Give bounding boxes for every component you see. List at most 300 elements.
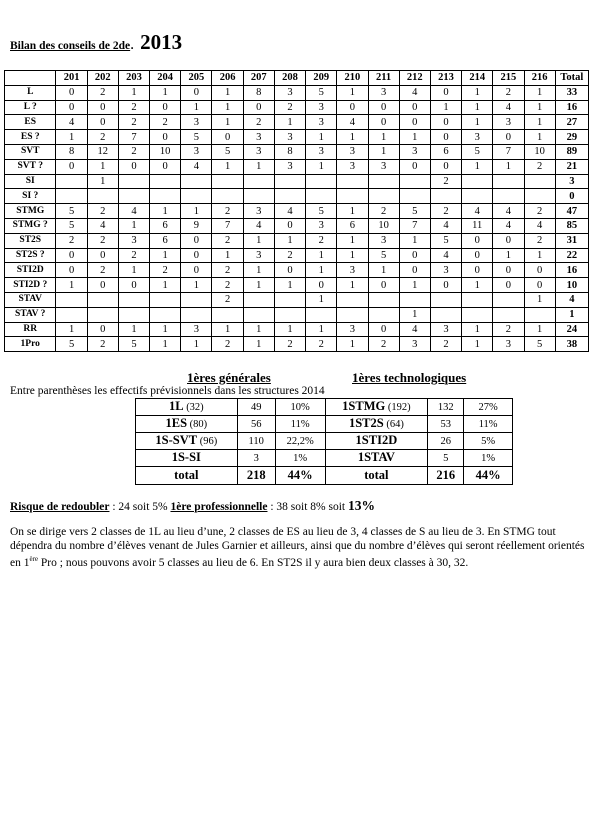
page-title — [10, 30, 182, 55]
table-cell: 2 — [524, 233, 555, 248]
column-header-class: 209 — [306, 71, 337, 86]
table-cell: 3 — [306, 100, 337, 115]
tech-count: 53 — [428, 416, 464, 433]
commentary-part2: Pro ; nous pouvons avoir 5 classes au lieu de 6. En ST2S il y aura bien deux classes à 30, 32. — [38, 556, 469, 569]
table-cell: 2 — [118, 248, 149, 263]
table-cell: 0 — [493, 130, 524, 145]
table-cell: 7 — [212, 218, 243, 233]
tech-count: 26 — [428, 433, 464, 450]
table-cell: 1 — [181, 204, 212, 219]
table-cell: 1 — [368, 130, 399, 145]
table-cell: 2 — [430, 337, 461, 352]
table-cell: 0 — [306, 278, 337, 293]
table-cell: 1 — [337, 85, 368, 100]
table-row — [5, 292, 589, 307]
tech-total-count: 216 — [428, 467, 464, 485]
table-cell: 0 — [368, 115, 399, 130]
table-cell: 5 — [56, 218, 87, 233]
table-cell: 5 — [56, 204, 87, 219]
table-cell: 1 — [462, 115, 493, 130]
row-total: 16 — [555, 100, 588, 115]
table-cell: 4 — [181, 159, 212, 174]
table-cell: 0 — [368, 322, 399, 337]
table-cell — [212, 174, 243, 189]
table-row — [5, 307, 589, 322]
table-cell: 10 — [150, 144, 181, 159]
table-cell: 1 — [150, 278, 181, 293]
table-cell: 1 — [87, 174, 118, 189]
column-header-class: 210 — [337, 71, 368, 86]
table-cell: 2 — [430, 174, 461, 189]
table-cell — [430, 292, 461, 307]
table-cell: 0 — [150, 130, 181, 145]
table-cell: 4 — [524, 218, 555, 233]
column-header-class: 211 — [368, 71, 399, 86]
table-cell — [56, 307, 87, 322]
general-count: 3 — [237, 450, 275, 467]
table-cell: 1 — [368, 144, 399, 159]
table-cell: 0 — [181, 263, 212, 278]
table-cell: 2 — [493, 85, 524, 100]
table-cell: 5 — [399, 204, 430, 219]
tech-count: 5 — [428, 450, 464, 467]
table-cell: 3 — [399, 337, 430, 352]
table-cell: 0 — [368, 100, 399, 115]
table-cell: 3 — [243, 130, 274, 145]
track-forecast: (32) — [186, 402, 204, 413]
table-cell: 0 — [493, 278, 524, 293]
summary-row — [136, 450, 513, 467]
table-cell: 3 — [430, 263, 461, 278]
table-cell: 3 — [399, 144, 430, 159]
table-cell — [337, 292, 368, 307]
table-cell: 12 — [87, 144, 118, 159]
table-cell: 4 — [430, 248, 461, 263]
table-cell: 0 — [118, 278, 149, 293]
table-cell: 0 — [150, 100, 181, 115]
pro-label: 1ère professionnelle — [170, 501, 268, 513]
column-header-class: 215 — [493, 71, 524, 86]
table-cell: 4 — [243, 218, 274, 233]
table-cell: 1 — [524, 130, 555, 145]
general-track-label — [136, 433, 238, 450]
table-cell: 0 — [493, 233, 524, 248]
general-total-count: 218 — [237, 467, 275, 485]
row-total: 16 — [555, 263, 588, 278]
track-forecast: (192) — [387, 402, 411, 413]
general-percent: 1% — [275, 450, 325, 467]
column-header-class: 205 — [181, 71, 212, 86]
table-cell: 8 — [56, 144, 87, 159]
track-name: 1ES — [165, 416, 188, 430]
table-cell — [493, 174, 524, 189]
table-cell: 1 — [243, 263, 274, 278]
table-cell: 2 — [150, 263, 181, 278]
table-cell: 3 — [274, 159, 305, 174]
table-cell: 2 — [87, 130, 118, 145]
table-cell: 1 — [462, 85, 493, 100]
table-cell: 6 — [430, 144, 461, 159]
table-cell: 1 — [181, 100, 212, 115]
heading-technologiques: 1ères technologiques — [352, 370, 467, 385]
table-cell: 1 — [462, 100, 493, 115]
table-cell: 3 — [368, 233, 399, 248]
table-cell: 2 — [493, 322, 524, 337]
table-cell — [181, 174, 212, 189]
table-cell: 1 — [462, 159, 493, 174]
heading-generales: 1ères générales — [187, 370, 271, 385]
table-cell: 3 — [181, 322, 212, 337]
track-name: 1STI2D — [355, 433, 398, 447]
column-header-class: 203 — [118, 71, 149, 86]
table-cell: 0 — [87, 322, 118, 337]
row-label: L ? — [5, 100, 56, 115]
table-cell: 1 — [212, 115, 243, 130]
table-row — [5, 204, 589, 219]
row-label: ES ? — [5, 130, 56, 145]
table-cell: 0 — [56, 100, 87, 115]
tech-track-label — [325, 450, 428, 467]
table-cell — [118, 174, 149, 189]
table-cell — [150, 174, 181, 189]
pro-value: : 38 soit 8% soit — [267, 501, 348, 513]
table-cell: 1 — [462, 278, 493, 293]
table-cell: 0 — [430, 85, 461, 100]
table-cell: 1 — [306, 292, 337, 307]
table-cell — [243, 174, 274, 189]
table-cell: 1 — [243, 322, 274, 337]
table-cell: 0 — [87, 278, 118, 293]
table-cell: 3 — [118, 233, 149, 248]
table-row — [5, 100, 589, 115]
title-year: 2013 — [140, 30, 183, 54]
table-cell: 2 — [118, 115, 149, 130]
redoubler-value: : 24 soit 5% — [109, 501, 171, 513]
table-cell: 3 — [306, 115, 337, 130]
table-cell: 0 — [399, 100, 430, 115]
table-row — [5, 130, 589, 145]
table-cell: 3 — [243, 248, 274, 263]
combined-percent: 13% — [348, 498, 375, 513]
general-percent: 10% — [275, 399, 325, 416]
table-cell: 2 — [212, 263, 243, 278]
table-cell: 2 — [150, 115, 181, 130]
row-total: 24 — [555, 322, 588, 337]
table-cell: 5 — [368, 248, 399, 263]
table-cell: 7 — [118, 130, 149, 145]
table-cell: 11 — [462, 218, 493, 233]
row-total: 22 — [555, 248, 588, 263]
table-cell — [87, 189, 118, 204]
table-cell: 1 — [56, 278, 87, 293]
table-cell: 2 — [87, 85, 118, 100]
table-cell: 1 — [399, 233, 430, 248]
table-cell: 4 — [493, 204, 524, 219]
track-name: 1ST2S — [348, 416, 384, 430]
table-cell: 1 — [337, 278, 368, 293]
table-cell — [306, 307, 337, 322]
tech-track-label — [325, 416, 428, 433]
table-cell: 0 — [87, 115, 118, 130]
row-label: ST2S ? — [5, 248, 56, 263]
table-cell: 6 — [150, 218, 181, 233]
table-cell: 1 — [212, 159, 243, 174]
table-row — [5, 322, 589, 337]
table-cell: 1 — [181, 337, 212, 352]
row-label: SVT — [5, 144, 56, 159]
table-cell — [56, 292, 87, 307]
table-cell: 1 — [212, 322, 243, 337]
table-cell: 3 — [274, 85, 305, 100]
forecast-note: Entre parenthèses les effectifs prévisionnels dans les structures 2014 — [10, 385, 325, 397]
summary-row — [136, 433, 513, 450]
table-cell: 0 — [243, 100, 274, 115]
table-cell: 0 — [430, 130, 461, 145]
table-cell: 3 — [493, 115, 524, 130]
row-total: 89 — [555, 144, 588, 159]
table-cell: 10 — [524, 144, 555, 159]
table-cell: 0 — [181, 248, 212, 263]
table-cell: 0 — [399, 115, 430, 130]
track-name: 1STMG — [342, 399, 386, 413]
general-count: 110 — [237, 433, 275, 450]
table-cell — [150, 189, 181, 204]
table-cell: 1 — [493, 159, 524, 174]
table-cell: 1 — [118, 263, 149, 278]
row-total: 31 — [555, 233, 588, 248]
table-cell — [274, 307, 305, 322]
table-cell: 3 — [430, 322, 461, 337]
table-cell: 1 — [368, 263, 399, 278]
table-cell: 0 — [274, 218, 305, 233]
table-cell: 1 — [212, 100, 243, 115]
general-total-label: total — [136, 467, 238, 485]
row-total: 47 — [555, 204, 588, 219]
general-track-label — [136, 399, 238, 416]
table-cell: 2 — [368, 204, 399, 219]
table-cell: 5 — [118, 337, 149, 352]
table-cell: 2 — [212, 278, 243, 293]
table-cell — [399, 189, 430, 204]
table-cell: 0 — [274, 263, 305, 278]
table-cell: 0 — [430, 278, 461, 293]
table-cell: 4 — [337, 115, 368, 130]
commentary-superscript: ère — [29, 555, 39, 563]
track-forecast: (96) — [199, 436, 218, 447]
table-row — [5, 159, 589, 174]
table-cell — [150, 292, 181, 307]
table-cell: 3 — [243, 204, 274, 219]
general-track-label — [136, 416, 238, 433]
row-total: 21 — [555, 159, 588, 174]
table-cell: 7 — [399, 218, 430, 233]
table-cell: 2 — [212, 233, 243, 248]
table-cell: 1 — [56, 130, 87, 145]
row-total: 4 — [555, 292, 588, 307]
table-cell: 2 — [212, 292, 243, 307]
table-cell — [181, 307, 212, 322]
tech-total-label: total — [325, 467, 428, 485]
row-label: STMG ? — [5, 218, 56, 233]
table-cell: 1 — [243, 159, 274, 174]
table-cell — [368, 174, 399, 189]
column-header-class: 207 — [243, 71, 274, 86]
row-total: 27 — [555, 115, 588, 130]
table-cell — [118, 292, 149, 307]
table-cell: 1 — [524, 85, 555, 100]
summary-table — [135, 398, 513, 485]
column-header-class: 214 — [462, 71, 493, 86]
table-cell — [212, 307, 243, 322]
table-cell: 1 — [493, 248, 524, 263]
table-cell: 5 — [306, 204, 337, 219]
table-cell: 0 — [493, 263, 524, 278]
table-cell — [181, 292, 212, 307]
table-cell: 3 — [306, 144, 337, 159]
table-cell: 5 — [56, 337, 87, 352]
table-row — [5, 263, 589, 278]
table-cell: 1 — [524, 322, 555, 337]
table-cell: 3 — [337, 144, 368, 159]
table-cell — [243, 189, 274, 204]
table-row — [5, 337, 589, 352]
row-label: STI2D — [5, 263, 56, 278]
table-cell: 5 — [430, 233, 461, 248]
table-cell — [493, 307, 524, 322]
table-cell: 0 — [181, 233, 212, 248]
table-cell: 1 — [243, 233, 274, 248]
track-name: 1S-SI — [171, 450, 201, 464]
table-cell: 9 — [181, 218, 212, 233]
table-cell: 0 — [56, 159, 87, 174]
table-cell: 3 — [493, 337, 524, 352]
table-cell: 7 — [493, 144, 524, 159]
table-cell — [306, 189, 337, 204]
table-cell — [87, 292, 118, 307]
table-cell: 0 — [399, 159, 430, 174]
table-cell — [462, 307, 493, 322]
table-cell — [524, 174, 555, 189]
table-cell — [337, 189, 368, 204]
table-cell: 3 — [368, 159, 399, 174]
table-cell: 2 — [118, 100, 149, 115]
table-cell: 2 — [243, 115, 274, 130]
table-cell: 2 — [274, 100, 305, 115]
table-cell: 3 — [181, 115, 212, 130]
table-cell: 8 — [274, 144, 305, 159]
row-label: SVT ? — [5, 159, 56, 174]
table-cell: 4 — [493, 100, 524, 115]
table-cell: 4 — [118, 204, 149, 219]
table-cell: 3 — [274, 130, 305, 145]
row-label: STMG — [5, 204, 56, 219]
table-cell — [150, 307, 181, 322]
table-cell: 2 — [430, 204, 461, 219]
column-header-class: 206 — [212, 71, 243, 86]
table-cell: 0 — [56, 248, 87, 263]
title-label: Bilan des conseils de 2de — [10, 40, 131, 52]
table-cell — [337, 307, 368, 322]
table-cell: 1 — [87, 159, 118, 174]
table-cell: 2 — [368, 337, 399, 352]
summary-total-row — [136, 467, 513, 485]
tech-total-percent: 44% — [464, 467, 513, 485]
commentary-paragraph — [10, 526, 595, 570]
risk-line — [10, 498, 375, 514]
general-track-label — [136, 450, 238, 467]
column-header-class: 212 — [399, 71, 430, 86]
table-row — [5, 115, 589, 130]
table-cell: 6 — [337, 218, 368, 233]
row-total: 29 — [555, 130, 588, 145]
table-cell — [399, 292, 430, 307]
table-cell: 0 — [87, 100, 118, 115]
row-label: SI — [5, 174, 56, 189]
table-cell: 1 — [274, 322, 305, 337]
table-cell — [118, 189, 149, 204]
table-cell: 0 — [337, 100, 368, 115]
table-cell: 2 — [524, 204, 555, 219]
table-cell: 4 — [399, 85, 430, 100]
table-cell: 1 — [337, 204, 368, 219]
table-cell: 1 — [337, 233, 368, 248]
table-cell — [118, 307, 149, 322]
table-row — [5, 85, 589, 100]
table-row — [5, 278, 589, 293]
table-cell — [274, 292, 305, 307]
table-cell: 1 — [337, 337, 368, 352]
table-cell: 1 — [274, 278, 305, 293]
table-cell: 1 — [462, 337, 493, 352]
row-total: 0 — [555, 189, 588, 204]
table-cell: 3 — [243, 144, 274, 159]
table-cell: 1 — [399, 130, 430, 145]
column-header-class: 213 — [430, 71, 461, 86]
table-row — [5, 189, 589, 204]
row-label: RR — [5, 322, 56, 337]
table-cell: 4 — [56, 115, 87, 130]
row-label: STI2D ? — [5, 278, 56, 293]
table-cell: 1 — [430, 100, 461, 115]
track-name: 1STAV — [357, 450, 395, 464]
table-cell: 2 — [306, 233, 337, 248]
table-cell: 0 — [368, 278, 399, 293]
redoubler-label: Risque de redoubler — [10, 501, 110, 513]
table-cell: 4 — [87, 218, 118, 233]
table-cell — [524, 189, 555, 204]
track-name: 1L — [168, 399, 184, 413]
table-cell: 0 — [56, 263, 87, 278]
table-cell: 2 — [87, 204, 118, 219]
table-cell: 1 — [212, 85, 243, 100]
table-cell: 1 — [399, 307, 430, 322]
table-cell: 5 — [462, 144, 493, 159]
title-separator: . — [130, 36, 135, 53]
table-cell: 1 — [243, 337, 274, 352]
table-cell: 1 — [306, 248, 337, 263]
table-cell: 1 — [462, 322, 493, 337]
table-cell: 2 — [87, 263, 118, 278]
row-label: ES — [5, 115, 56, 130]
table-cell — [462, 292, 493, 307]
table-cell: 1 — [150, 248, 181, 263]
table-cell: 5 — [524, 337, 555, 352]
column-header-class: 208 — [274, 71, 305, 86]
table-cell: 1 — [243, 278, 274, 293]
table-cell: 1 — [524, 248, 555, 263]
table-cell — [274, 189, 305, 204]
table-cell: 1 — [306, 159, 337, 174]
